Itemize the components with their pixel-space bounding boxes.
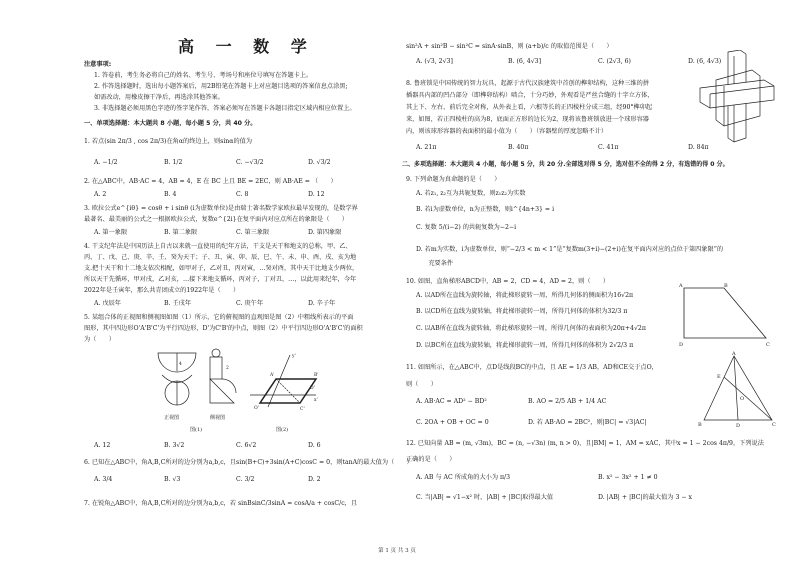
q3-option-b[interactable]: B. 第二象限 bbox=[164, 229, 198, 236]
q9-stem: 9. 下列命题为真命题的是（ ） bbox=[406, 176, 501, 183]
q12-stem-2: 正确的是（ ） bbox=[406, 456, 456, 463]
q5-line-1: 5. 某组合体的正视图和侧视图如图（1）所示，它的俯视图的直观图是图（2）中粗线所表示的平面 bbox=[84, 314, 354, 321]
q9-option-b[interactable]: B. 若i为虚数单位，n为正整数，则i^{4n+3} = i bbox=[416, 206, 555, 213]
fig-label-1: 图(1) bbox=[190, 427, 203, 433]
q12-stem: 12. 已知向量 AB = (m, √3m)，BC = (n, −√3n) (m, n > 0)，且|BM| = 1，AM = xAC，其中x = 1 − 2cos 4π/9，下列说法 bbox=[406, 440, 764, 447]
fig-num-2: 2 bbox=[226, 366, 229, 371]
fig-letter-b: B' bbox=[314, 373, 319, 378]
q12-option-c[interactable]: C. 当|AB| = √1−x² 时，|AB| + |BC|取得最大值 bbox=[416, 494, 554, 501]
q12-option-a[interactable]: A. AB 与 AC 所成角的大小为 π/3 bbox=[416, 474, 511, 481]
q4-option-c[interactable]: C. 庚午年 bbox=[236, 300, 264, 307]
q6-stem: 6. 已知在△ABC中，角A,B,C所对的边分别为a,b,c，且sin(B+C)+3sin(A+C)cosC = 0，则tanA的最大值为（ ） bbox=[84, 459, 413, 466]
q8-line-1: 8. 鲁班锁是中国传统的智力玩具，起源于古代汉族建筑中首创的榫卯结构，这种三维的拼 bbox=[406, 80, 649, 87]
q4-line-2: 丙、丁、戊、己、庚、辛、壬、癸为天干；子、丑、寅、卯、辰、巳、午、未、申、酉、戌、亥为地 bbox=[84, 254, 357, 261]
q1-option-b[interactable]: B. 1/2 bbox=[164, 159, 183, 166]
side-view bbox=[210, 349, 236, 403]
notice-3: 3. 非选择题必须用黑色字迹的签字笔作答，答案必须写在答题卡各题目指定区域内相应位置上。 bbox=[94, 105, 356, 112]
q7-option-a[interactable]: A. (√3, 2√3] bbox=[416, 58, 453, 65]
page-title: 高 一 数 学 bbox=[178, 37, 315, 56]
notice-1: 1. 答卷前，考生务必将自己的姓名、考生号、考场号和座位号填写在答题卡上。 bbox=[94, 72, 313, 79]
q11-option-b[interactable]: B. AO = 2/5 AB + 1/4 AC bbox=[528, 398, 607, 405]
q10-option-b[interactable]: B. 以CD所在直线为旋转轴，将此梯形旋转一周，所得几何体的体积为32/3 π bbox=[416, 308, 628, 315]
q11-stem: 11. 如图所示，在△ABC中，点D是线段BC的中点，且 AE = 1/3 AB，AD和CE交于点O， bbox=[406, 364, 658, 371]
fig-letter-o: O' bbox=[254, 406, 259, 411]
q1-stem: 1. 若点(sin 2π/3 , cos 2π/3)在角α的终边上，则sinα的值为 bbox=[84, 138, 253, 145]
fig-letter-y: y' bbox=[292, 354, 296, 359]
q12-option-b[interactable]: B. x² − 3x² + 1 ≠ 0 bbox=[598, 474, 658, 481]
q8-line-4: 来，如图，若正四棱柱的高为8，底面正方形的边长为2，现将该鲁班锁放进一个球形容器 bbox=[406, 116, 649, 123]
q2-option-b[interactable]: B. 4 bbox=[164, 191, 177, 198]
trap-letter-b: B bbox=[724, 283, 728, 289]
q11-stem-2: 则（ ） bbox=[406, 381, 437, 388]
q11-option-c[interactable]: C. 2OA + OB + OC = 0 bbox=[416, 419, 489, 426]
q4-line-1: 4. 干支纪年法是中国历法上自古以来就一直使用的纪年方法，干支是天干和地支的总称，甲、乙、 bbox=[84, 243, 352, 250]
section-multiple-choice: 二、多项选择题：本大题共 4 小题，每小题 5 分，共 20 分.全部选对得 5 分，选对但不全的得 2 分，有选错的得 0 分。 bbox=[402, 161, 729, 168]
q8-line-2: 插器具内部的凹凸部分（即榫卯结构）啮合，十分巧妙，外观看是严丝合缝的十字立方体， bbox=[406, 92, 654, 99]
q8-option-b[interactable]: B. 40π bbox=[508, 144, 529, 151]
q7-option-c[interactable]: C. (2√3, 6) bbox=[598, 58, 631, 65]
q3-option-d[interactable]: D. 第四象限 bbox=[308, 229, 342, 236]
q4-option-d[interactable]: D. 辛子年 bbox=[308, 300, 336, 307]
q3-line-2: 最著名、最美丽的公式之一根据欧拉公式，复数e^{2i}在复平面内对应点所在的象限是（ ） bbox=[84, 216, 348, 223]
q10-option-d[interactable]: D. 以BC所在直线为旋转轴，将此梯形旋转一周，所得几何体的体积为 2√2/3 π bbox=[416, 342, 634, 349]
q6-option-c[interactable]: C. 3/2 bbox=[236, 476, 255, 483]
tri-letter-a: A bbox=[732, 351, 736, 357]
q1-option-a[interactable]: A. −1/2 bbox=[94, 159, 118, 166]
oblique-view bbox=[250, 355, 316, 407]
q5-line-2: 图形，其中四边形O'A'B'C'为平行四边形，D'为C'B'的中点，则图（2）中平行四边形O'A'B'C'的面积 bbox=[84, 325, 363, 332]
q5-line-3: 为（ ） bbox=[84, 336, 115, 343]
q5-option-d[interactable]: D. 6 bbox=[308, 442, 321, 449]
q8-line-3: 其上下、左右、前后完全对称，从外表上看，六根等长的正四棱柱分成三组，经90°榫卯起 bbox=[406, 104, 653, 111]
q8-option-d[interactable]: D. 84π bbox=[688, 144, 709, 151]
tri-letter-b: B bbox=[698, 422, 702, 428]
q8-line-5: 内，则该球形容器的表面积的最小值为（ ）（容器壁的厚度忽略不计） bbox=[406, 128, 608, 135]
q11-option-d[interactable]: D. 若 AB·AO = 2BC²，则|BC| = √3|AC| bbox=[528, 419, 647, 426]
fig-letter-a: A' bbox=[270, 373, 275, 378]
q8-option-c[interactable]: C. 41π bbox=[598, 144, 619, 151]
q9-option-a[interactable]: A. 若z₁, z₂互为共轭复数，则z₁z₂为实数 bbox=[416, 190, 526, 197]
q6-option-a[interactable]: A. 3/4 bbox=[94, 476, 113, 483]
fig-label-side: 侧视图 bbox=[210, 415, 226, 421]
fig-label-2: 图(2) bbox=[276, 427, 289, 433]
q9-option-c[interactable]: C. 复数 5/(i−2) 的共轭复数为−2−i bbox=[416, 224, 517, 231]
q12-option-d[interactable]: D. |AB| + |BC|的最大值为 3 − x bbox=[598, 494, 692, 501]
q1-option-d[interactable]: D. √3/2 bbox=[308, 159, 331, 166]
q7-stem: 7. 在锐角△ABC中，角A,B,C所对的边分别为a,b,c，若 sinBsinC/3sinA = cosA/a + cosC/c，且 bbox=[84, 500, 358, 507]
fig-letter-x: x' bbox=[314, 398, 318, 403]
q5-option-b[interactable]: B. 3√2 bbox=[164, 442, 185, 449]
q6-option-b[interactable]: B. √3 bbox=[164, 476, 181, 483]
q2-option-d[interactable]: D. 12 bbox=[308, 191, 325, 198]
page-footer: 第 1 页 共 3 页 bbox=[378, 548, 416, 554]
q11-option-a[interactable]: A. AB·AC = AD² − BD² bbox=[416, 398, 487, 405]
q3-line-1: 3. 欧拉公式e^{iθ} = cosθ + i sinθ (i为虚数单位)是由瑞士著名数学家欧拉最早发现的，是数学界 bbox=[84, 205, 358, 212]
q5-figure bbox=[150, 345, 320, 435]
q8-option-a[interactable]: A. 21π bbox=[416, 144, 437, 151]
trap-letter-c: C bbox=[766, 342, 770, 348]
notice-2b: 如需改动，用橡皮擦干净后，再选涂其他答案。 bbox=[94, 94, 224, 101]
fig-letter-d: D' bbox=[310, 386, 315, 391]
trap-letter-a: A bbox=[679, 283, 683, 289]
q4-line-4: 所以天干先循环，甲对戌，乙对亥，…接下来地支循环，丙对子，丁对丑，…，以此用来纪年，今年 bbox=[84, 276, 357, 283]
notice-title: 注意事项: bbox=[84, 61, 112, 68]
tri-letter-c: C bbox=[772, 422, 776, 428]
fig-letter-c: C' bbox=[300, 407, 305, 412]
tri-letter-o: O bbox=[740, 396, 745, 402]
q2-option-a[interactable]: A. 2 bbox=[94, 191, 107, 198]
q9-option-d[interactable]: D. 若m为实数，i为虚数单位，则“−2/3 < m < 1”是“复数m(3+i)−(2+i)在复平面内对应的点位于第四象限”的 bbox=[416, 246, 724, 253]
q7-stem-2: sin²A + sin²B − sin²C = sinA·sinB，则 (a+b)/c 的取值范围是（ ） bbox=[406, 43, 613, 50]
q10-option-c[interactable]: C. 以AB所在直线为旋转轴，将此梯形旋转一周，所得几何体的表面积为20π+4√2π bbox=[416, 325, 646, 332]
q4-line-5: 2022年是壬寅年，那么共青团成立的1922年是（ ） bbox=[84, 287, 240, 294]
q5-option-a[interactable]: A. 12 bbox=[94, 442, 111, 449]
q10-stem: 10. 如图，直角梯形ABCD中，AB = 2，CD = 4，AD = 2，则（ ） bbox=[406, 278, 610, 285]
q7-option-d[interactable]: D. (6, 4√3) bbox=[688, 58, 722, 65]
notice-2: 2. 作答选择题时，选出每小题答案后，用2B铅笔在答题卡上对应题目选项的答案信息点涂黑; bbox=[94, 83, 348, 90]
q5-option-c[interactable]: C. 6√2 bbox=[236, 442, 257, 449]
q10-option-a[interactable]: A. 以AD所在直线为旋转轴，将此梯形旋转一周，所得几何体的侧面积为16√2π bbox=[416, 292, 634, 299]
section-single-choice: 一、单项选择题：本大题共 8 小题，每小题 5 分，共 40 分。 bbox=[84, 120, 257, 127]
q8-luban-lock-figure bbox=[698, 50, 776, 145]
q3-option-a[interactable]: A. 第一象限 bbox=[94, 229, 128, 236]
front-view bbox=[158, 353, 196, 405]
fig-num-4: 4 bbox=[179, 362, 182, 367]
tri-letter-d: D bbox=[736, 423, 741, 429]
q1-option-c[interactable]: C. −√3/2 bbox=[236, 159, 264, 166]
q4-option-b[interactable]: B. 壬戌年 bbox=[164, 300, 192, 307]
q2-option-c[interactable]: C. 8 bbox=[236, 191, 249, 198]
tri-letter-e: E bbox=[717, 374, 721, 380]
q4-option-a[interactable]: A. 戊辰年 bbox=[94, 300, 121, 307]
q10-trapezoid-figure bbox=[676, 280, 776, 350]
q6-option-d[interactable]: D. 2 bbox=[308, 476, 321, 483]
q3-option-c[interactable]: C. 第三象限 bbox=[236, 229, 270, 236]
q11-triangle-figure bbox=[698, 350, 778, 430]
q9-option-d-cont: 充要条件 bbox=[416, 260, 454, 267]
fig-label-front: 正视图 bbox=[164, 415, 180, 421]
trap-letter-d: D bbox=[679, 342, 684, 348]
q7-option-b[interactable]: B. (6, 4√3] bbox=[508, 58, 541, 65]
q4-line-3: 支.把十天干和十二地支依次相配，如甲对子，乙对丑，丙对寅，…癸对酉，其中天干比地支少两位， bbox=[84, 265, 359, 272]
q2-stem: 2. 在△ABC中，AB·AC = 4，AB = 4，E 在 BC 上且 BE = 2EC，则 AB·AE = （ ） bbox=[84, 178, 337, 185]
